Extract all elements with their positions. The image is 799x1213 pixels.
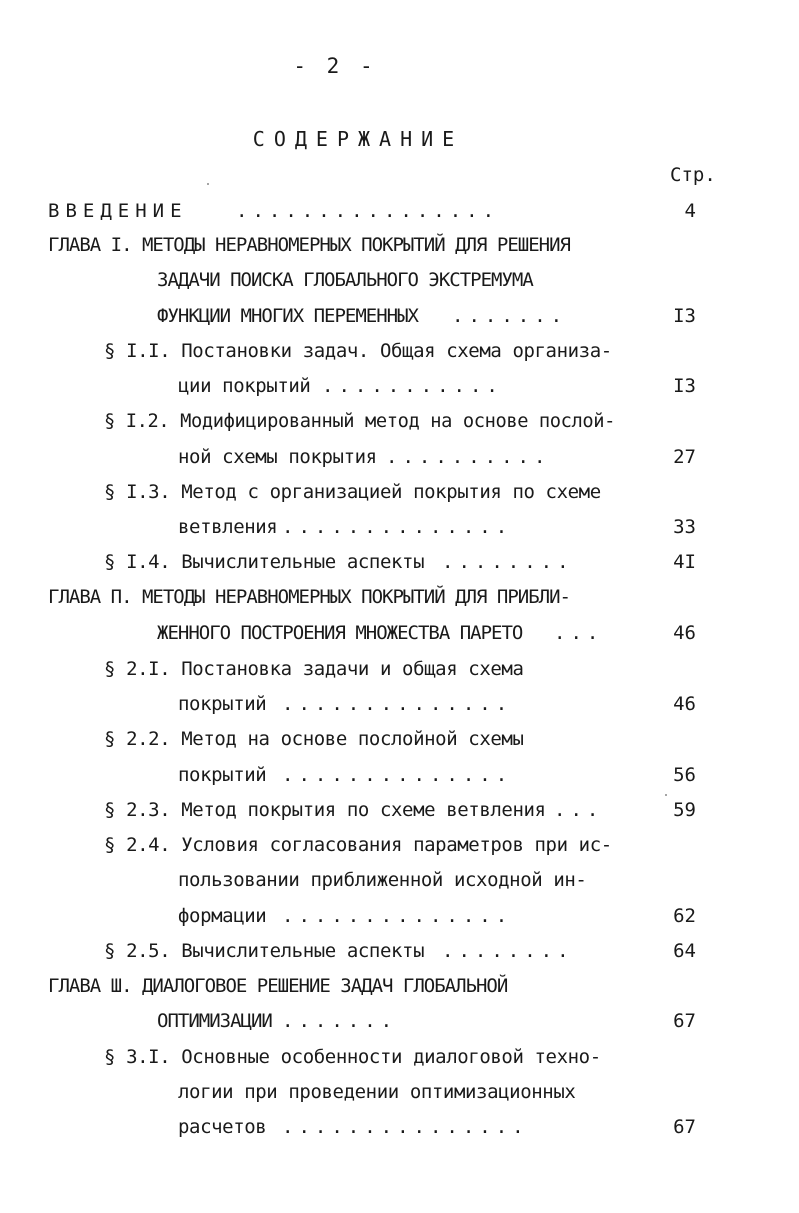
toc-page-number: 4I — [673, 551, 696, 573]
toc-entry-text: формации — [178, 905, 267, 927]
toc-leader-dots: ....... — [282, 1010, 398, 1032]
page-title: СОДЕРЖАНИЕ — [252, 127, 464, 151]
toc-page-number: 56 — [673, 764, 696, 786]
toc-page-number: 64 — [673, 940, 696, 962]
toc-leader-dots: ........... — [322, 375, 503, 397]
toc-entry-text: пользовании приближенной исходной ин- — [178, 869, 587, 891]
toc-entry-text: ции покрытий — [178, 375, 311, 397]
toc-leader-dots: ... — [554, 799, 604, 821]
toc-leader-dots: .............. — [282, 516, 513, 538]
toc-entry-text: ВВЕДЕНИЕ — [48, 200, 188, 222]
toc-entry-text: § 2.I. Постановка задачи и общая схема — [104, 658, 524, 680]
toc-leader-dots: ........ — [442, 551, 574, 573]
toc-page-number: 62 — [673, 905, 696, 927]
toc-leader-dots: ........ — [442, 940, 574, 962]
toc-leader-dots: .............. — [282, 764, 513, 786]
toc-entry-text: § 2.4. Условия согласования параметров при ис- — [104, 834, 612, 856]
toc-entry-text: покрытий — [178, 764, 267, 786]
toc-leader-dots: .............. — [282, 693, 513, 715]
toc-page-number: 46 — [673, 622, 696, 644]
toc-entry-text: расчетов — [178, 1116, 267, 1138]
toc-entry-text: ГЛАВА Ш. ДИАЛОГОВОЕ РЕШЕНИЕ ЗАДАЧ ГЛОБАЛЬНОЙ — [48, 975, 508, 997]
toc-entry-text: логии при проведении оптимизационных — [178, 1081, 576, 1103]
toc-entry-text: § 2.3. Метод покрытия по схеме ветвления — [104, 799, 546, 821]
scan-speck — [665, 794, 667, 796]
toc-entry-text: § I.2. Модифицированный метод на основе послой- — [104, 410, 616, 432]
toc-page-number: 46 — [673, 693, 696, 715]
scan-speck — [207, 183, 209, 185]
toc-entry-text: ЖЕННОГО ПОСТРОЕНИЯ МНОЖЕСТВА ПАРЕТО — [157, 622, 523, 644]
toc-page-number: 67 — [673, 1116, 696, 1138]
toc-leader-dots: ................ — [236, 200, 500, 222]
toc-entry-text: покрытий — [178, 693, 267, 715]
toc-leader-dots: .......... — [386, 446, 551, 468]
toc-page-number: 67 — [673, 1010, 696, 1032]
toc-page-number: 59 — [673, 799, 696, 821]
toc-entry-text: ГЛАВА I. МЕТОДЫ НЕРАВНОМЕРНЫХ ПОКРЫТИЙ ДЛЯ РЕШЕНИЯ — [48, 234, 570, 256]
toc-leader-dots: ....... — [452, 305, 568, 327]
toc-entry-text: ГЛАВА П. МЕТОДЫ НЕРАВНОМЕРНЫХ ПОКРЫТИЙ ДЛЯ ПРИБЛИ- — [48, 586, 570, 608]
toc-page-number: I3 — [673, 375, 696, 397]
toc-page-number: 33 — [673, 516, 696, 538]
toc-entry-text: ной схемы покрытия — [178, 446, 377, 468]
toc-entry-text: ветвления — [178, 516, 278, 538]
toc-entry-text: § 2.2. Метод на основе послойной схемы — [104, 728, 524, 750]
toc-entry-text: § 3.I. Основные особенности диалоговой техно- — [104, 1046, 601, 1068]
page-column-label: Стр. — [670, 164, 716, 186]
toc-page-number: 4 — [684, 200, 696, 222]
toc-leader-dots: ... — [554, 622, 604, 644]
toc-leader-dots: ............... — [282, 1116, 529, 1138]
toc-entry-text: § I.4. Вычислительные аспекты — [104, 551, 425, 573]
toc-entry-text: § I.I. Постановки задач. Общая схема организа- — [104, 340, 612, 362]
toc-entry-text: § 2.5. Вычислительные аспекты — [104, 940, 425, 962]
toc-leader-dots: .............. — [282, 905, 513, 927]
toc-page-number: I3 — [673, 305, 696, 327]
toc-entry-text: ЗАДАЧИ ПОИСКА ГЛОБАЛЬНОГО ЭКСТРЕМУМА — [157, 269, 533, 291]
toc-entry-text: ФУНКЦИИ МНОГИХ ПЕРЕМЕННЫХ — [157, 305, 418, 327]
page-number: - 2 - — [293, 54, 377, 78]
toc-entry-text: § I.3. Метод с организацией покрытия по схеме — [104, 481, 601, 503]
toc-entry-text: ОПТИМИЗАЦИИ — [157, 1010, 272, 1032]
toc-page-number: 27 — [673, 446, 696, 468]
